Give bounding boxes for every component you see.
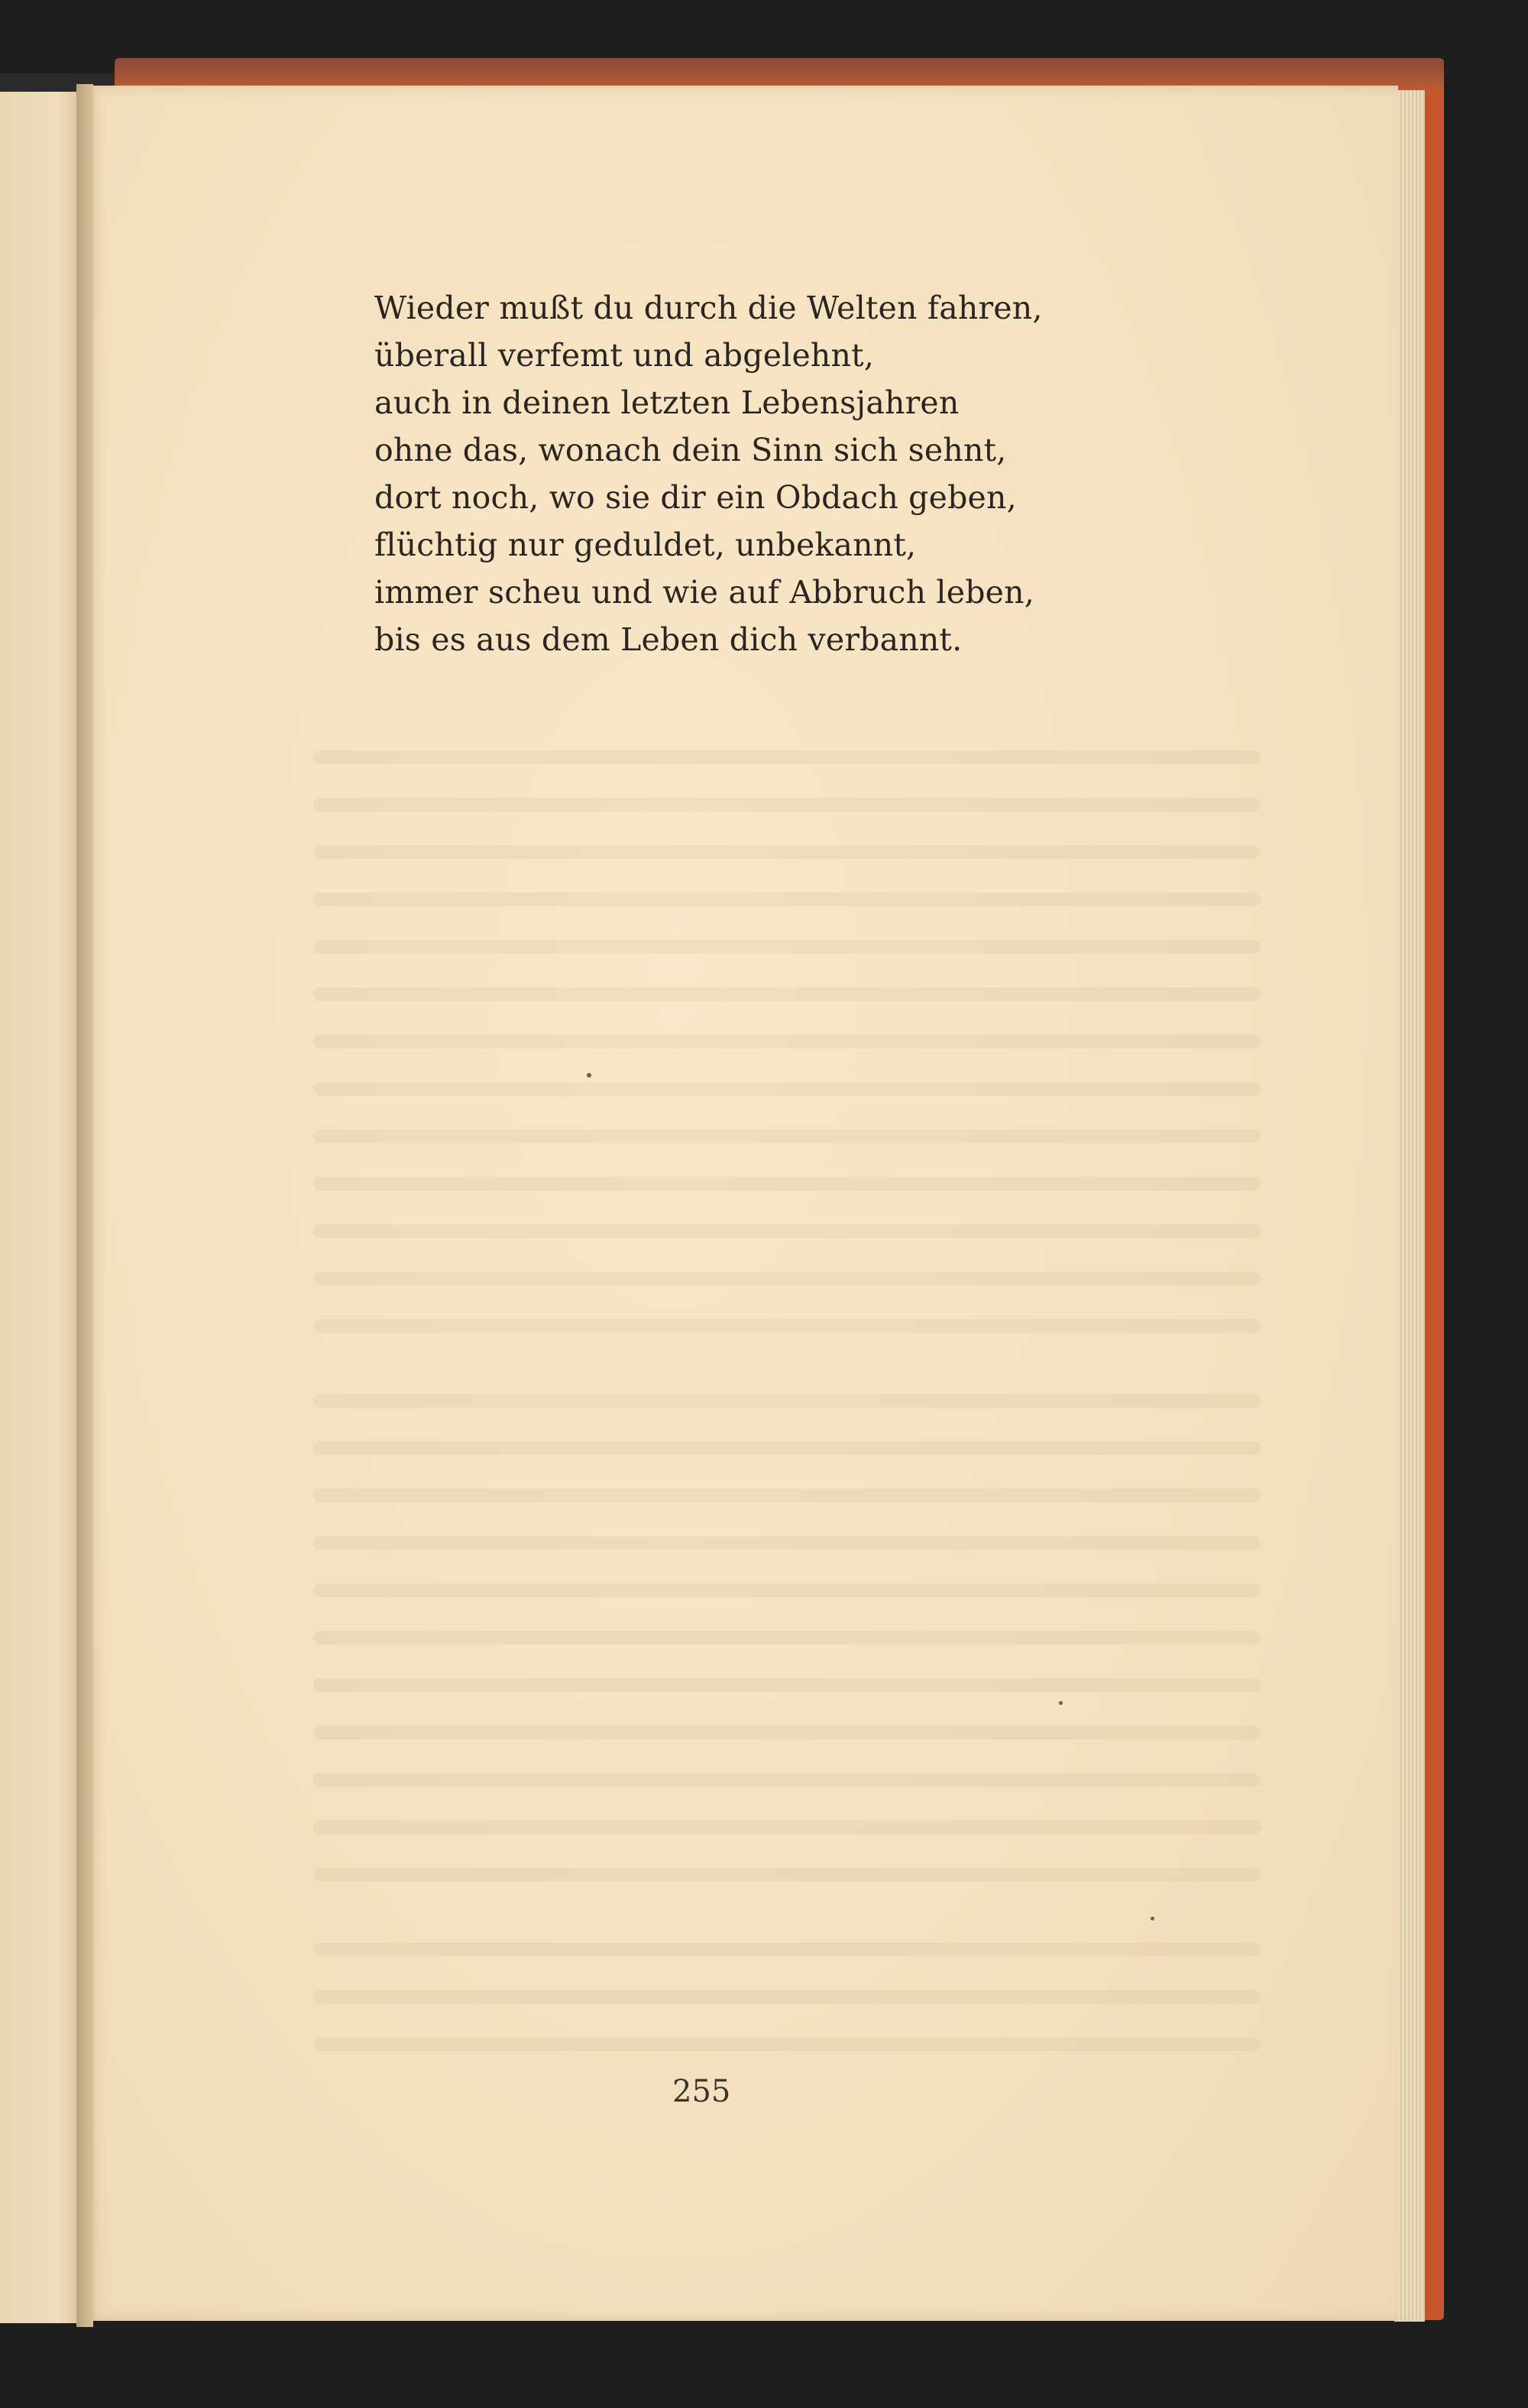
bleed-through-line <box>313 1820 1261 1834</box>
page-edges <box>1394 90 1425 2322</box>
poem-line: dort noch, wo sie dir ein Obdach geben, <box>374 479 1017 516</box>
bleed-through-line <box>313 1394 1261 1408</box>
poem-line: flüchtig nur geduldet, unbekannt, <box>374 527 917 563</box>
bleed-through-line <box>313 750 1261 764</box>
poem-line: auch in deinen letzten Lebensjahren <box>374 384 960 421</box>
page-gutter <box>76 84 93 2327</box>
poem-line: überall verfemt und abgelehnt, <box>374 337 875 374</box>
bleed-through-line <box>313 893 1261 906</box>
poem-line: immer scheu und wie auf Abbruch leben, <box>374 574 1034 611</box>
bleed-through-line <box>313 798 1261 812</box>
bleed-through-line <box>313 1583 1261 1597</box>
bleed-through-line <box>313 1726 1261 1739</box>
bleed-through-line <box>313 1868 1261 1881</box>
bleed-through-line <box>313 1177 1261 1191</box>
bleed-through-line <box>313 987 1261 1001</box>
bleed-through-line <box>313 1082 1261 1096</box>
bleed-through-line <box>313 1678 1261 1692</box>
bleed-through-line <box>313 1319 1261 1333</box>
paper-speck <box>1059 1701 1063 1705</box>
bleed-through-line <box>313 1943 1261 1956</box>
bleed-through-line <box>313 2037 1261 2051</box>
bleed-through-line <box>313 1441 1261 1455</box>
poem-line: Wieder mußt du durch die Welten fahren, <box>374 290 1043 326</box>
book-cover-top-edge <box>115 58 1444 89</box>
bleed-through-line <box>313 1035 1261 1048</box>
bleed-through-line <box>313 1272 1261 1285</box>
paper-speck <box>1151 1917 1154 1920</box>
poem-line: ohne das, wonach dein Sinn sich sehnt, <box>374 432 1007 468</box>
poem-stanza <box>374 284 1215 663</box>
bleed-through-line <box>313 845 1261 859</box>
bleed-through-line <box>313 940 1261 954</box>
page-number: 255 <box>672 2074 731 2109</box>
bleed-through-line <box>313 1129 1261 1143</box>
bleed-through-line <box>313 1489 1261 1502</box>
poem-line: bis es aus dem Leben dich verbannt. <box>374 621 963 658</box>
bleed-through-line <box>313 1990 1261 2004</box>
bleed-through-line <box>313 1631 1261 1645</box>
paper-speck <box>587 1073 591 1078</box>
left-facing-page <box>0 92 83 2323</box>
bleed-through-line <box>313 1773 1261 1787</box>
bleed-through-line <box>313 1536 1261 1550</box>
bleed-through-line <box>313 1224 1261 1238</box>
